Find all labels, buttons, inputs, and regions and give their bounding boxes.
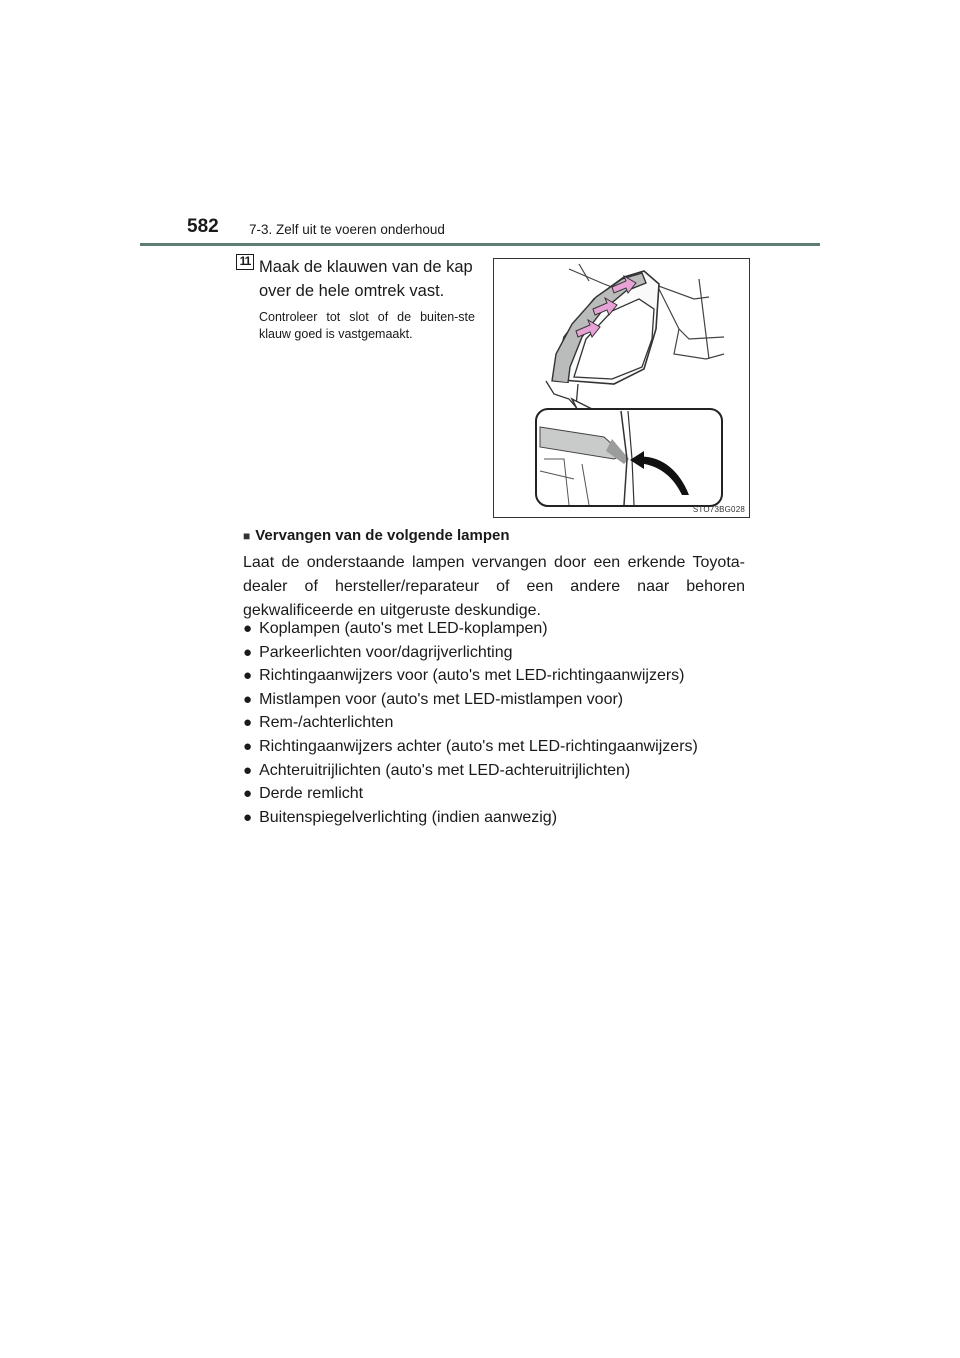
bullet-dot-icon: ●: [243, 643, 253, 661]
list-item: [243, 711, 753, 735]
list-item-text: Derde remlicht: [259, 785, 364, 803]
sub-heading: [243, 527, 510, 544]
section-title: 7-3. Zelf uit te voeren onderhoud: [249, 222, 445, 237]
bullet-dot-icon: ●: [243, 690, 253, 708]
intro-paragraph: Laat de onderstaande lampen vervangen door een erkende Toyota-dealer of hersteller/reparateur of een andere naar behoren gekwalificeerde en uitgeruste deskundige.: [243, 554, 745, 619]
step-note: Controleer tot slot of de buiten-ste klauw goed is vastgemaakt.: [259, 310, 475, 341]
callout-pointer: [572, 399, 592, 409]
list-item-text: Rem-/achterlichten: [259, 714, 394, 732]
list-item-text: Koplampen (auto's met LED-koplampen): [259, 620, 548, 637]
list-item-text: Buitenspiegelverlichting (indien aanwezig): [259, 808, 558, 826]
figure-code: STO73BG028: [692, 505, 745, 514]
header-rule: [140, 243, 820, 246]
step-number-badge: 11: [236, 254, 254, 270]
bullet-dot-icon: ●: [243, 737, 253, 755]
bullet-dot-icon: ●: [243, 761, 253, 779]
list-item: [243, 806, 753, 830]
list-item: [243, 641, 753, 665]
bullet-dot-icon: ●: [243, 620, 253, 637]
lamp-list: [243, 617, 753, 829]
list-item-text: Mistlampen voor (auto's met LED-mistlampen voor): [259, 690, 624, 708]
list-item-text: Richtingaanwijzers achter (auto's met LED-richtingaanwijzers): [259, 737, 698, 755]
list-item: [243, 664, 753, 688]
list-item: [243, 735, 753, 759]
square-bullet-icon: ■: [243, 529, 251, 543]
list-item: [243, 782, 753, 806]
list-item: [243, 617, 753, 641]
sub-heading-text: Vervangen van de volgende lampen: [255, 527, 510, 544]
step-instruction: Maak de klauwen van de kap over de hele omtrek vast.: [259, 258, 473, 300]
page-number: 582: [187, 216, 219, 237]
list-item-text: Achteruitrijlichten (auto's met LED-achteruitrijlichten): [259, 761, 631, 779]
list-item-text: Richtingaanwijzers voor (auto's met LED-richtingaanwijzers): [259, 667, 685, 685]
bullet-dot-icon: ●: [243, 667, 253, 685]
list-item: [243, 688, 753, 712]
list-item-text: Parkeerlichten voor/dagrijverlichting: [259, 643, 513, 661]
bullet-dot-icon: ●: [243, 785, 253, 803]
bullet-dot-icon: ●: [243, 714, 253, 732]
mirror-mount: [546, 381, 578, 407]
mirror-cover-illustration: [493, 258, 750, 518]
list-item: [243, 759, 753, 783]
bullet-dot-icon: ●: [243, 808, 253, 826]
mirror-illustration-drawing: [494, 259, 749, 517]
